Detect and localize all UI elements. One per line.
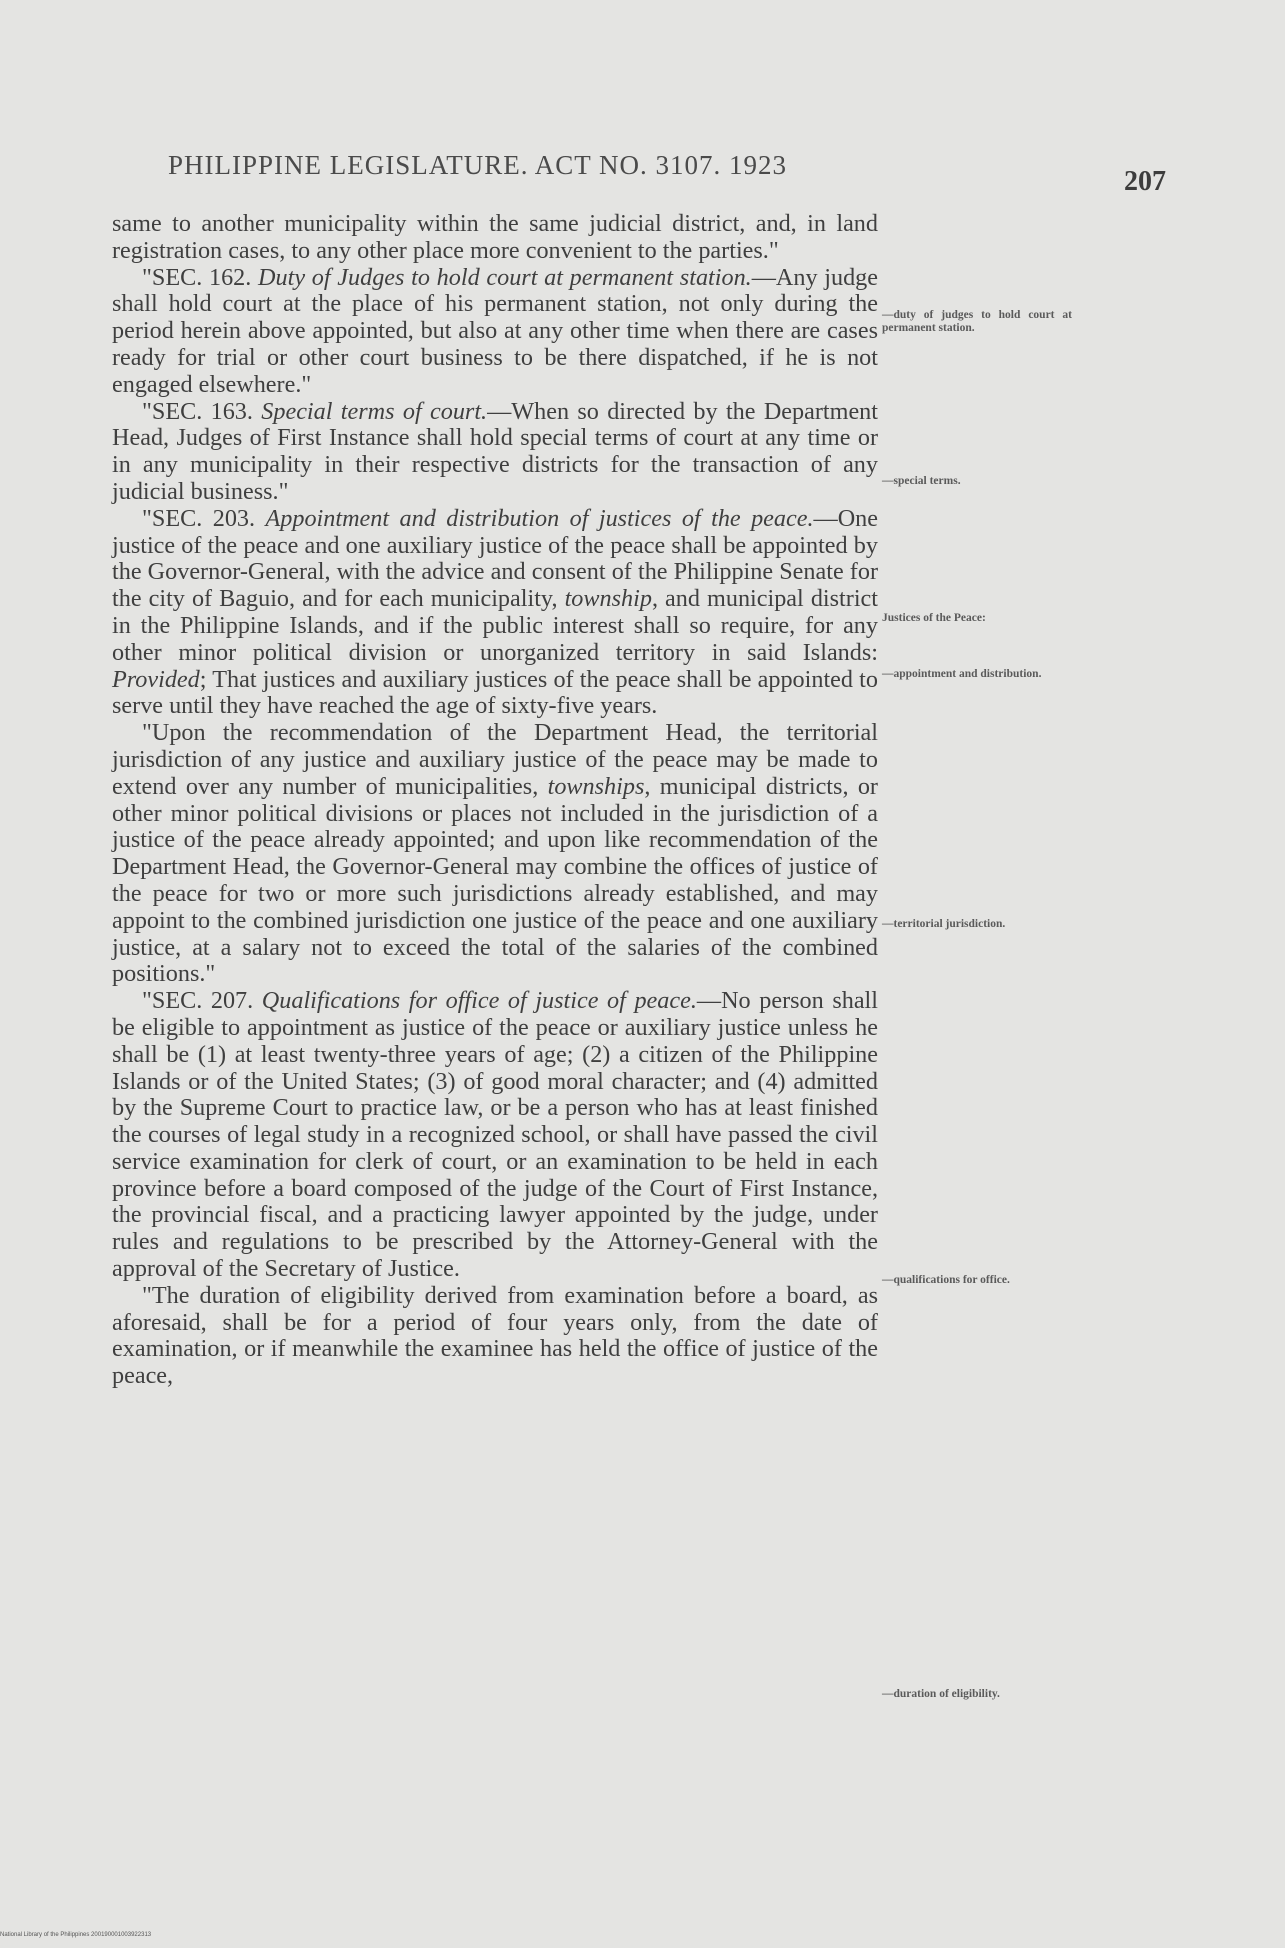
text-run: , and municipal district in the Philippine Islands, and if the public interest shall so require, for any other minor political division or unorganized territory in said Islands:	[112, 585, 879, 666]
running-header: PHILIPPINE LEGISLATURE. ACT NO. 3107. 1923	[168, 150, 788, 180]
italic-run: Qualifications for office of justice of peace.	[261, 987, 697, 1015]
text-run: "Upon the recommendation of the Department Head, the territorial jurisdiction of any justice and auxiliary justice of the peace may be made to extend over any number of municipalities,	[112, 719, 878, 800]
text-run: —Any judge shall hold court at the place of his permanent station, not only during the period herein above appointed, but also at any other time when there are cases ready for trial or other court business to be there dispatched, if he is not engaged elsewhere."	[112, 263, 879, 398]
text-run: "The duration of eligibility derived from examination before a board, as aforesaid, shall be for a period of four years only, from the date of examination, or if meanwhile the examinee has held the office of justice of the peace,	[112, 1281, 878, 1390]
text-run: , municipal districts, or other minor political divisions or places not included in the jurisdiction of a justice of the peace already appointed; and upon like recommendation of the Department Head, the Governor-General may combine the offices of justice of the peace for two or more such jurisdictions already established, and may appoint to the combined jurisdiction one justice of the peace and one auxiliary justice, at a salary not to exceed the total of the salaries of the combined positions."	[112, 772, 878, 988]
text-run: same to another municipality within the same judicial district, and, in land registration cases, to any other place more convenient to the parties."	[112, 210, 878, 264]
italic-run: Duty of Judges to hold court at permanent station.	[258, 263, 752, 291]
text-run: —No person shall be eligible to appointment as justice of the peace or auxiliary justice unless he shall be (1) at least twenty-three years of age; (2) a citizen of the Philippine Islands or of the United States; (3) of good moral character; and (4) admitted by the Supreme Court to practice law, or be a person who has at least finished the courses of legal study in a recognized school, or shall have passed the civil service examination for clerk of court, or an examination to be held in each province before a board composed of the judge of the Court of First Instance, the provincial fiscal, and a practicing lawyer appointed by the judge, under rules and regulations to be prescribed by the Attorney-General with the approval of the Secretary of Justice.	[112, 987, 878, 1283]
paragraph	[112, 720, 878, 988]
paragraph	[112, 211, 878, 265]
text-run: —When so directed by the Department Head, Judges of First Instance shall hold special terms of court at any time or in any municipality in their respective districts for the transaction of any judicial business."	[112, 397, 878, 505]
text-run: "SEC. 162.	[142, 263, 259, 291]
scan-footer: National Library of the Philippines 200190001003922313	[0, 1932, 152, 1938]
page-number: 207	[1124, 166, 1166, 197]
margin-note-duration: —duration of eligibility.	[882, 1688, 1000, 1700]
margin-note-appointment: —appointment and distribution.	[882, 668, 1042, 680]
italic-run: Provided	[112, 665, 200, 693]
margin-note-justices-of-peace: Justices of the Peace:	[882, 612, 986, 624]
paragraph	[112, 265, 878, 399]
paragraph	[112, 1283, 878, 1390]
body-text	[112, 211, 878, 1390]
margin-note-territorial-jurisdiction: —territorial jurisdiction.	[882, 918, 1006, 930]
italic-run: Appointment and distribution of justices of the peace.	[265, 504, 814, 532]
paragraph	[112, 506, 878, 720]
text-run: "SEC. 207.	[142, 987, 262, 1015]
margin-note-qualifications: —qualifications for office.	[882, 1274, 1010, 1286]
italic-run: townships	[547, 772, 645, 800]
italic-run: township	[564, 585, 652, 613]
text-run: —One justice of the peace and one auxiliary justice of the peace shall be appointed by the Governor-General, with the advice and consent of the Philippine Senate for the city of Baguio, and for each municipality,	[112, 504, 879, 613]
italic-run: Special terms of court.	[261, 397, 488, 425]
text-run: ; That justices and auxiliary justices of the peace shall be appointed to serve until they have reached the age of sixty-five years.	[112, 665, 878, 720]
paragraph	[112, 988, 878, 1283]
text-run: "SEC. 163.	[142, 397, 262, 425]
text-run: "SEC. 203.	[142, 504, 266, 532]
margin-note-duty-of-judges: —duty of judges to hold court at permanent station.	[882, 309, 1072, 334]
margin-note-special-terms: —special terms.	[882, 475, 961, 487]
paragraph	[112, 399, 878, 506]
